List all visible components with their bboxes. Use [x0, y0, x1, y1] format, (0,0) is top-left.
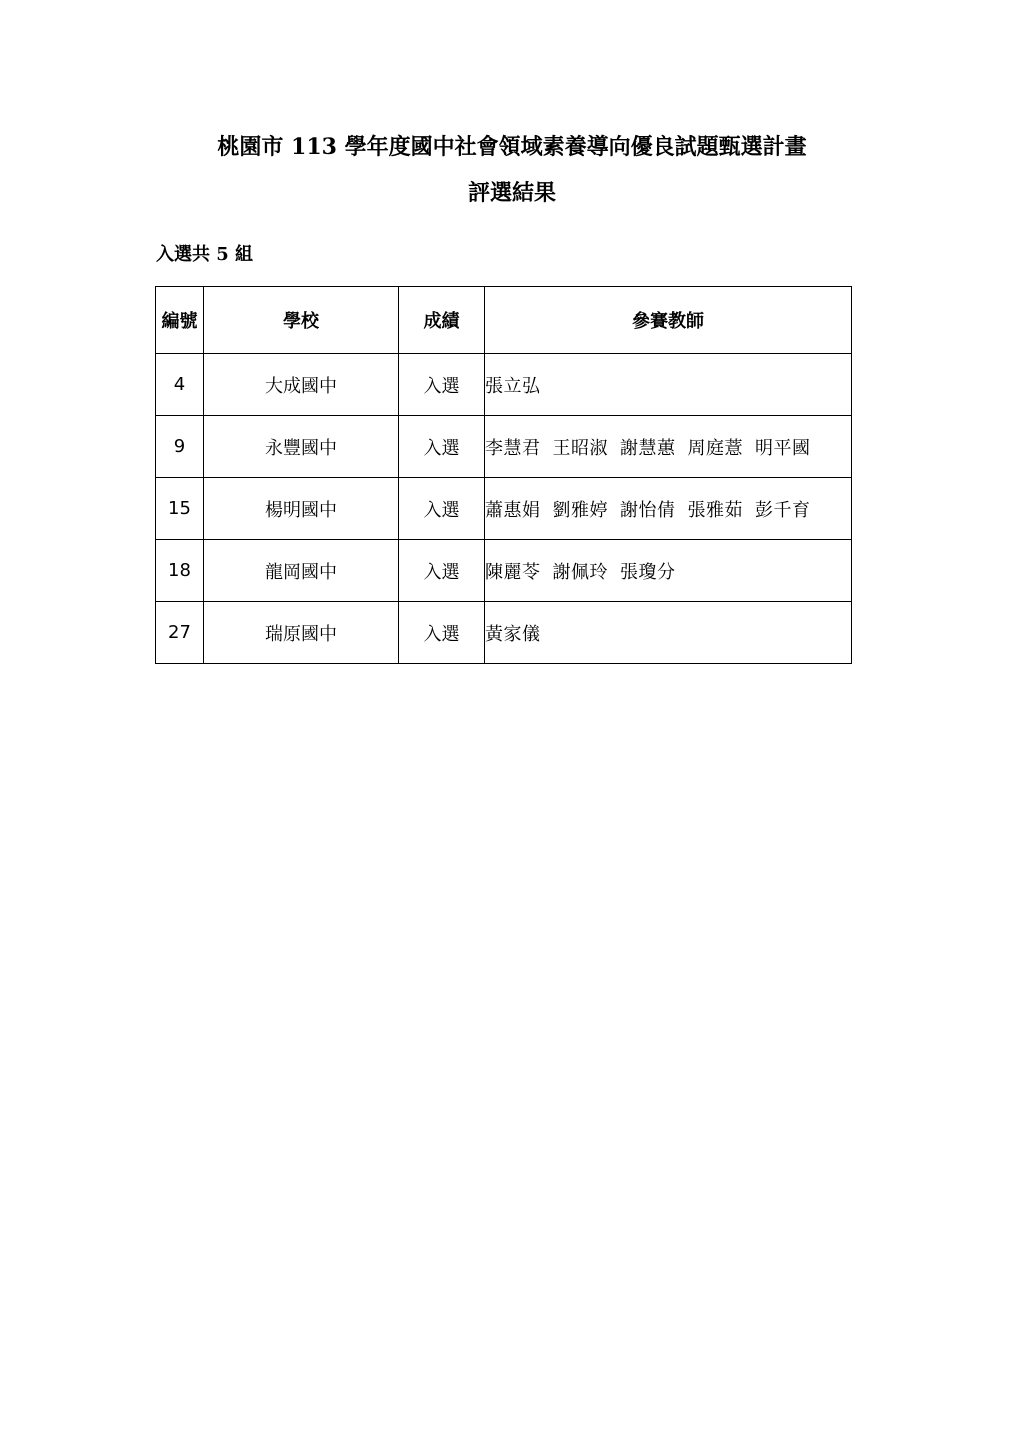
- teacher-name: 王昭淑: [552, 437, 608, 459]
- teacher-name: 張瓊分: [620, 561, 676, 583]
- teacher-name: 謝佩玲: [552, 561, 608, 583]
- teacher-name: 張雅茹: [687, 499, 743, 521]
- table-row: [156, 478, 852, 540]
- teacher-name: 張立弘: [485, 375, 541, 397]
- table-row: [156, 602, 852, 664]
- row-number: 27: [156, 602, 204, 664]
- row-teachers: [485, 354, 852, 416]
- table-row: [156, 540, 852, 602]
- row-school: 瑞原國中: [204, 602, 399, 664]
- row-number: 4: [156, 354, 204, 416]
- table-row: [156, 354, 852, 416]
- document-subtitle-heading: 評選結果: [467, 180, 556, 206]
- teacher-name: 謝怡倩: [620, 499, 676, 521]
- row-school: 楊明國中: [204, 478, 399, 540]
- header-number: 編號: [156, 287, 204, 354]
- row-result: 入選: [399, 354, 485, 416]
- row-result: 入選: [399, 478, 485, 540]
- row-number: 9: [156, 416, 204, 478]
- row-result: 入選: [399, 540, 485, 602]
- row-number: 15: [156, 478, 204, 540]
- teacher-name: 謝慧蕙: [620, 437, 676, 459]
- teacher-name: 陳麗苓: [485, 561, 541, 583]
- table-row: [156, 416, 852, 478]
- teacher-name: 李慧君: [485, 437, 541, 459]
- table-header-row: [156, 287, 852, 354]
- teacher-name: 黃家儀: [485, 623, 541, 645]
- row-school: 龍岡國中: [204, 540, 399, 602]
- row-school: 永豐國中: [204, 416, 399, 478]
- teacher-name: 劉雅婷: [552, 499, 608, 521]
- row-result: 入選: [399, 602, 485, 664]
- header-result: 成績: [399, 287, 485, 354]
- teacher-name: 周庭薏: [687, 437, 743, 459]
- row-school: 大成國中: [204, 354, 399, 416]
- selection-count-label: 入選共 5 組: [156, 244, 254, 265]
- header-school: 學校: [204, 287, 399, 354]
- document-title: 桃園市 113 學年度國中社會領域素養導向優良試題甄選計畫: [217, 134, 807, 160]
- row-teachers: [485, 540, 852, 602]
- row-result: 入選: [399, 416, 485, 478]
- header-teachers: 參賽教師: [485, 287, 852, 354]
- teacher-name: 彭千育: [755, 499, 811, 521]
- results-table: [155, 286, 852, 664]
- row-teachers: [485, 416, 852, 478]
- teacher-name: 蕭惠娟: [485, 499, 541, 521]
- row-number: 18: [156, 540, 204, 602]
- row-teachers: [485, 478, 852, 540]
- teacher-name: 明平國: [755, 437, 811, 459]
- row-teachers: [485, 602, 852, 664]
